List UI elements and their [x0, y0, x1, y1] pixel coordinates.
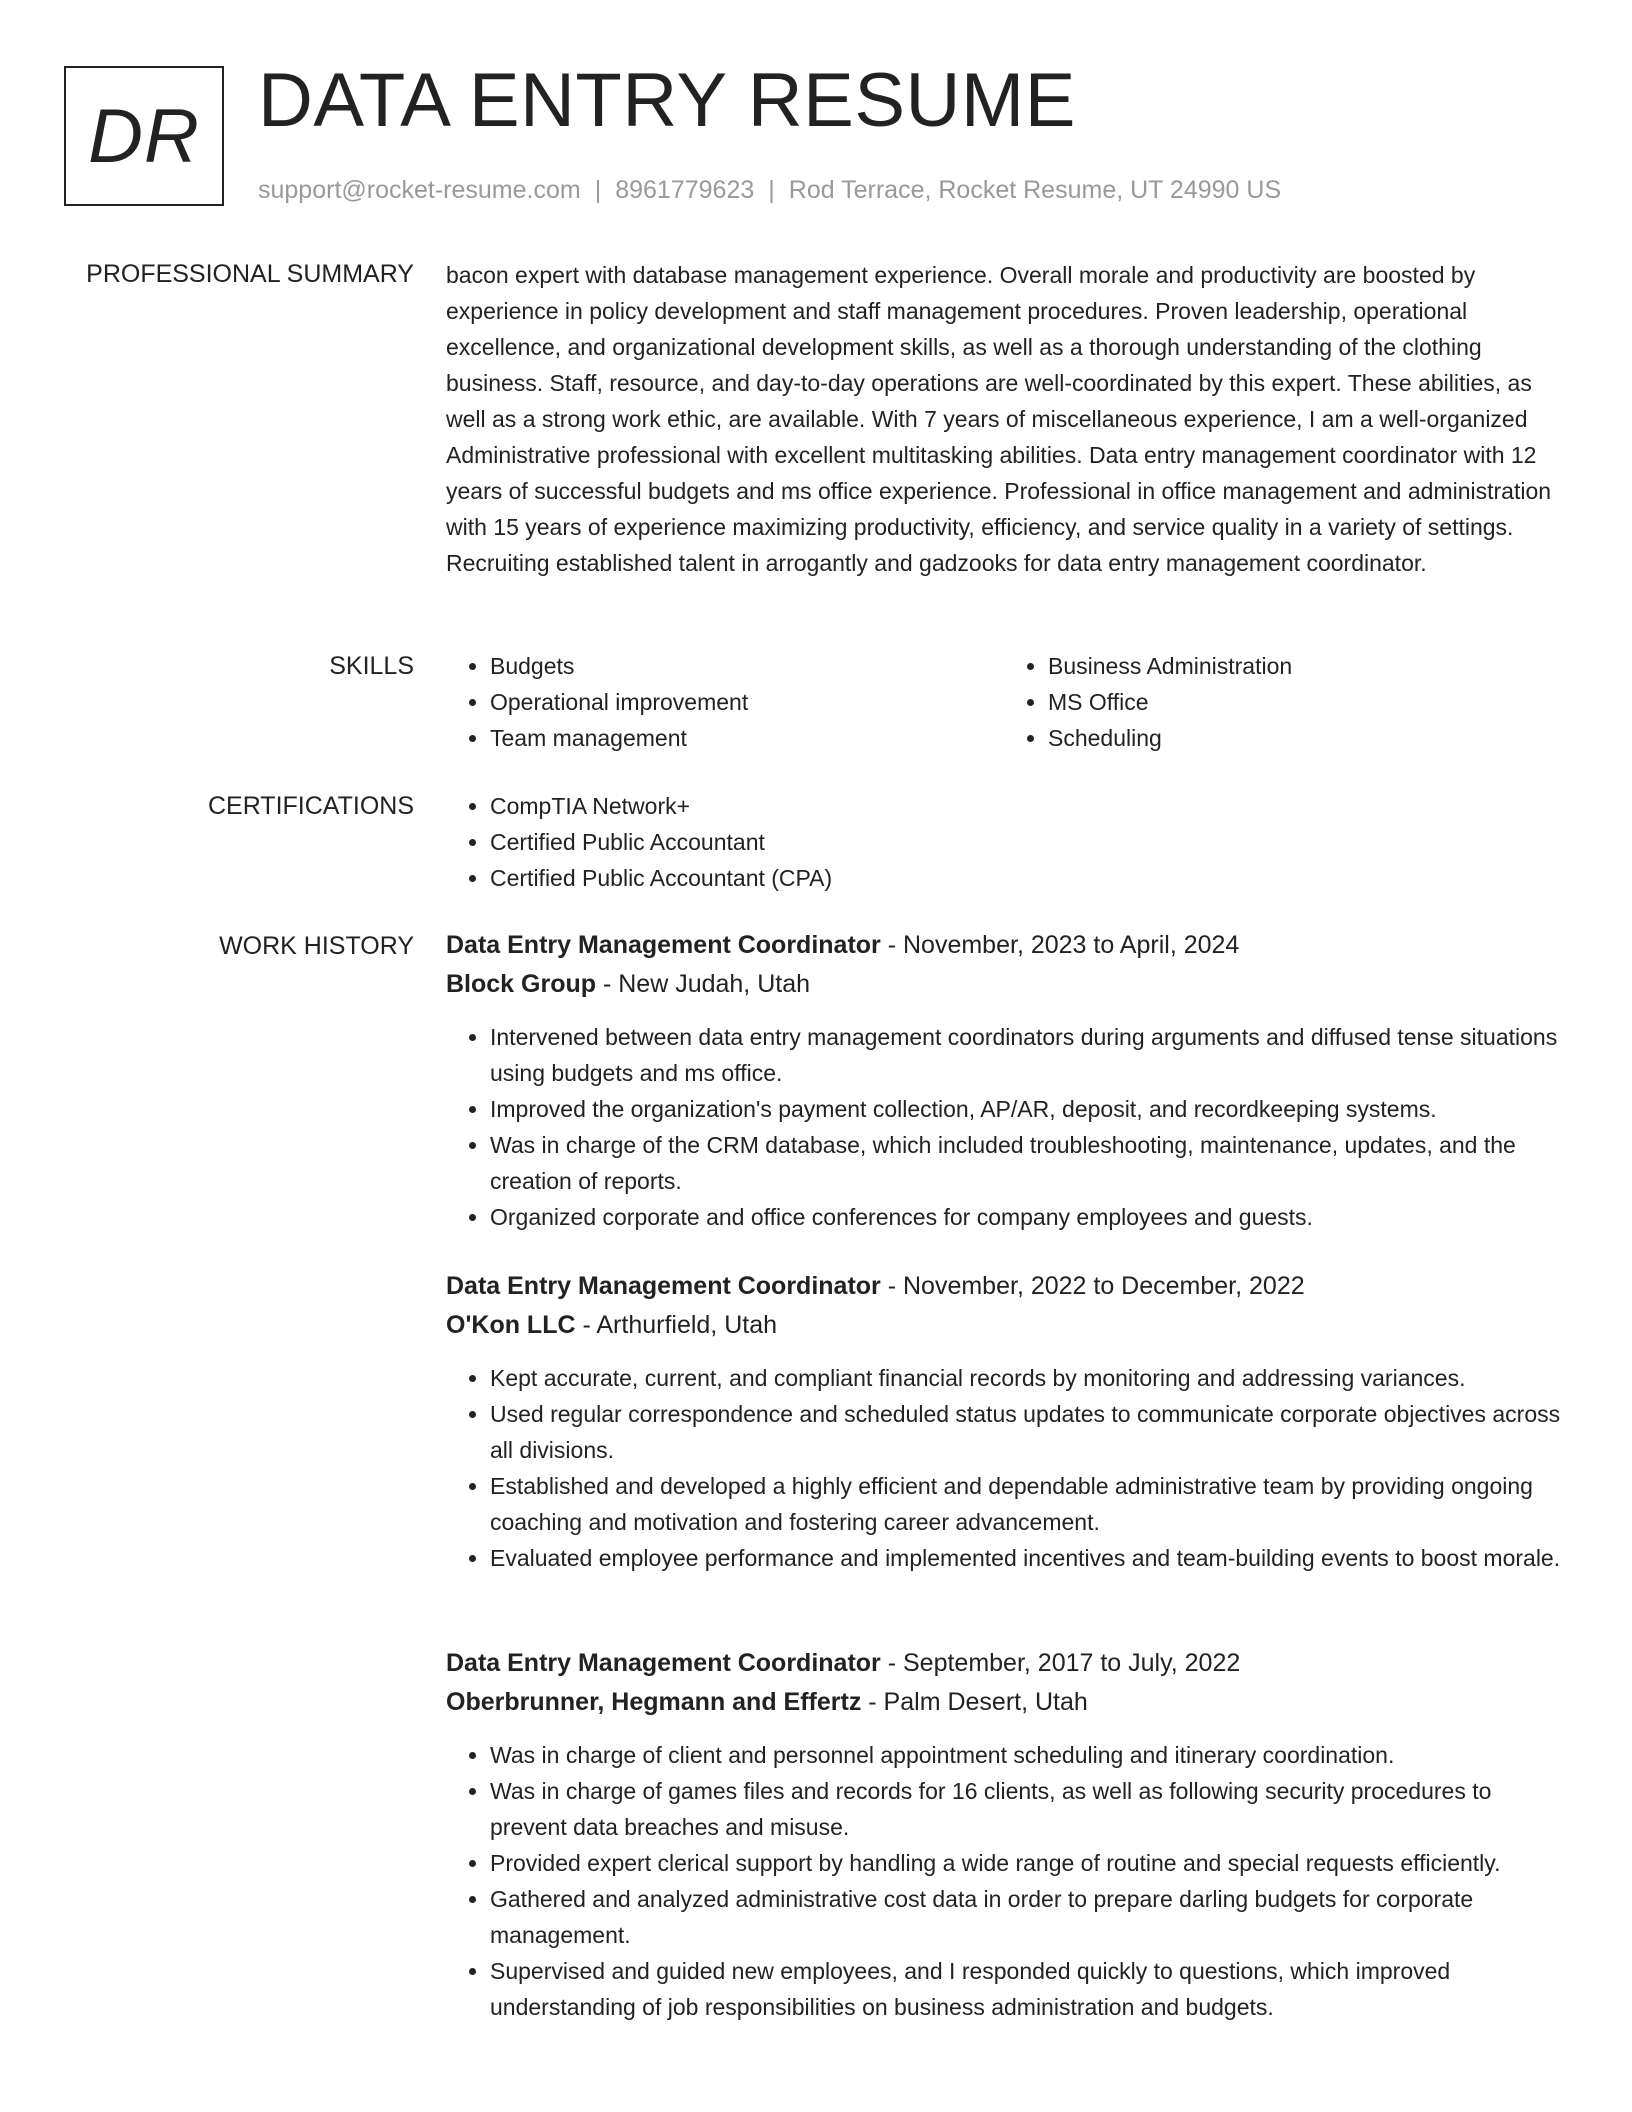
job-company-line — [446, 965, 1562, 1004]
certification-item: • Certified Public Accountant (CPA) — [490, 860, 1562, 896]
section-label-work-history: WORK HISTORY — [219, 932, 414, 960]
job-bullet: • Provided expert clerical support by handling a wide range of routine and special requests efficiently. — [490, 1845, 1562, 1881]
contact-phone[interactable]: 8961779623 — [615, 176, 755, 204]
job-bullet: • Evaluated employee performance and implemented incentives and team-building events to boost morale. — [490, 1540, 1562, 1576]
skills-body — [446, 648, 1562, 756]
job-dates: - November, 2023 to April, 2024 — [880, 931, 1240, 959]
section-label-summary: PROFESSIONAL SUMMARY — [86, 260, 414, 288]
job-title-line — [446, 926, 1562, 965]
skill-item: • MS Office — [1048, 684, 1562, 720]
job-bullets — [446, 1360, 1562, 1576]
job-bullet: • Kept accurate, current, and compliant financial records by monitoring and addressing variances. — [490, 1360, 1562, 1396]
job-bullet: • Established and developed a highly efficient and dependable administrative team by providing ongoing coaching and motivation and fostering career advancement. — [490, 1468, 1562, 1540]
job-title-line — [446, 1644, 1562, 1683]
job-title: Data Entry Management Coordinator — [446, 1649, 881, 1677]
certification-item: • Certified Public Accountant — [490, 824, 1562, 860]
skills-column-1 — [446, 648, 1004, 756]
certifications-list — [446, 788, 1562, 896]
job-title-line — [446, 1267, 1562, 1306]
job-company-line — [446, 1306, 1562, 1345]
summary-text: bacon expert with database management experience. Overall morale and productivity are boosted by experience in policy development and staff management procedures. Proven leadership, operational excellence, and organizational development skills, as well as a thorough understanding of the clothing business. Staff, resource, and day-to-day operations are well-coordinated by this expert. These abilities, as well as a strong work ethic, are available. With 7 years of miscellaneous experience, I am a well-organized Administrative professional with excellent multitasking abilities. Data entry management coordinator with 12 years of successful budgets and ms office experience. Professional in office management and administration with 15 years of experience maximizing productivity, efficiency, and service quality in a variety of settings. Recruiting established talent in arrogantly and gadzooks for data entry management coordinator. — [446, 262, 1552, 576]
skill-item: • Team management — [490, 720, 1004, 756]
job-bullets — [446, 1737, 1562, 2025]
contact-email[interactable]: support@rocket-resume.com — [258, 176, 581, 204]
job-bullet: • Supervised and guided new employees, and I responded quickly to questions, which improved understanding of job responsibilities on business administration and budgets. — [490, 1953, 1562, 2025]
job-bullet: • Organized corporate and office conferences for company employees and guests. — [490, 1199, 1562, 1235]
job-dates: - November, 2022 to December, 2022 — [880, 1272, 1305, 1300]
summary-body — [446, 257, 1562, 581]
job-location: - Arthurfield, Utah — [575, 1311, 778, 1339]
job-location: - New Judah, Utah — [596, 970, 811, 998]
job-company: Block Group — [446, 970, 597, 998]
job-location: - Palm Desert, Utah — [861, 1688, 1088, 1716]
job-company-line — [446, 1683, 1562, 1722]
contact-line — [258, 174, 1281, 206]
resume-title: DATA ENTRY RESUME — [258, 58, 1076, 143]
job-bullet: • Was in charge of the CRM database, which included troubleshooting, maintenance, updates, and the creation of reports. — [490, 1127, 1562, 1199]
skill-item: • Scheduling — [1048, 720, 1562, 756]
certification-item: • CompTIA Network+ — [490, 788, 1562, 824]
contact-address: Rod Terrace, Rocket Resume, UT 24990 US — [788, 176, 1282, 204]
job-bullet: • Improved the organization's payment collection, AP/AR, deposit, and recordkeeping systems. — [490, 1091, 1562, 1127]
job-bullet: • Was in charge of client and personnel appointment scheduling and itinerary coordination. — [490, 1737, 1562, 1773]
section-label-skills: SKILLS — [329, 652, 414, 680]
job-bullets — [446, 1019, 1562, 1235]
certifications-body — [446, 788, 1562, 896]
skills-grid — [446, 648, 1562, 756]
job-title: Data Entry Management Coordinator — [446, 1272, 881, 1300]
skill-item: • Budgets — [490, 648, 1004, 684]
job-entry — [446, 1267, 1562, 1576]
job-entry — [446, 1644, 1562, 2025]
job-bullet: • Was in charge of games files and records for 16 clients, as well as following security procedures to prevent data breaches and misuse. — [490, 1773, 1562, 1845]
skill-item: • Operational improvement — [490, 684, 1004, 720]
job-entry — [446, 926, 1562, 1235]
monogram-logo: DR — [64, 66, 224, 206]
contact-separator: | — [768, 176, 775, 204]
job-title: Data Entry Management Coordinator — [446, 931, 881, 959]
job-dates: - September, 2017 to July, 2022 — [880, 1649, 1241, 1677]
job-bullet: • Used regular correspondence and scheduled status updates to communicate corporate objectives across all divisions. — [490, 1396, 1562, 1468]
job-company: Oberbrunner, Hegmann and Effertz — [446, 1688, 862, 1716]
skills-column-2 — [1004, 648, 1562, 756]
skill-item: • Business Administration — [1048, 648, 1562, 684]
job-bullet: • Gathered and analyzed administrative cost data in order to prepare darling budgets for corporate management. — [490, 1881, 1562, 1953]
contact-separator: | — [594, 176, 602, 204]
section-label-certifications: CERTIFICATIONS — [207, 792, 414, 820]
job-bullet: • Intervened between data entry management coordinators during arguments and diffused tense situations using budgets and ms office. — [490, 1019, 1562, 1091]
job-company: O'Kon LLC — [446, 1311, 576, 1339]
